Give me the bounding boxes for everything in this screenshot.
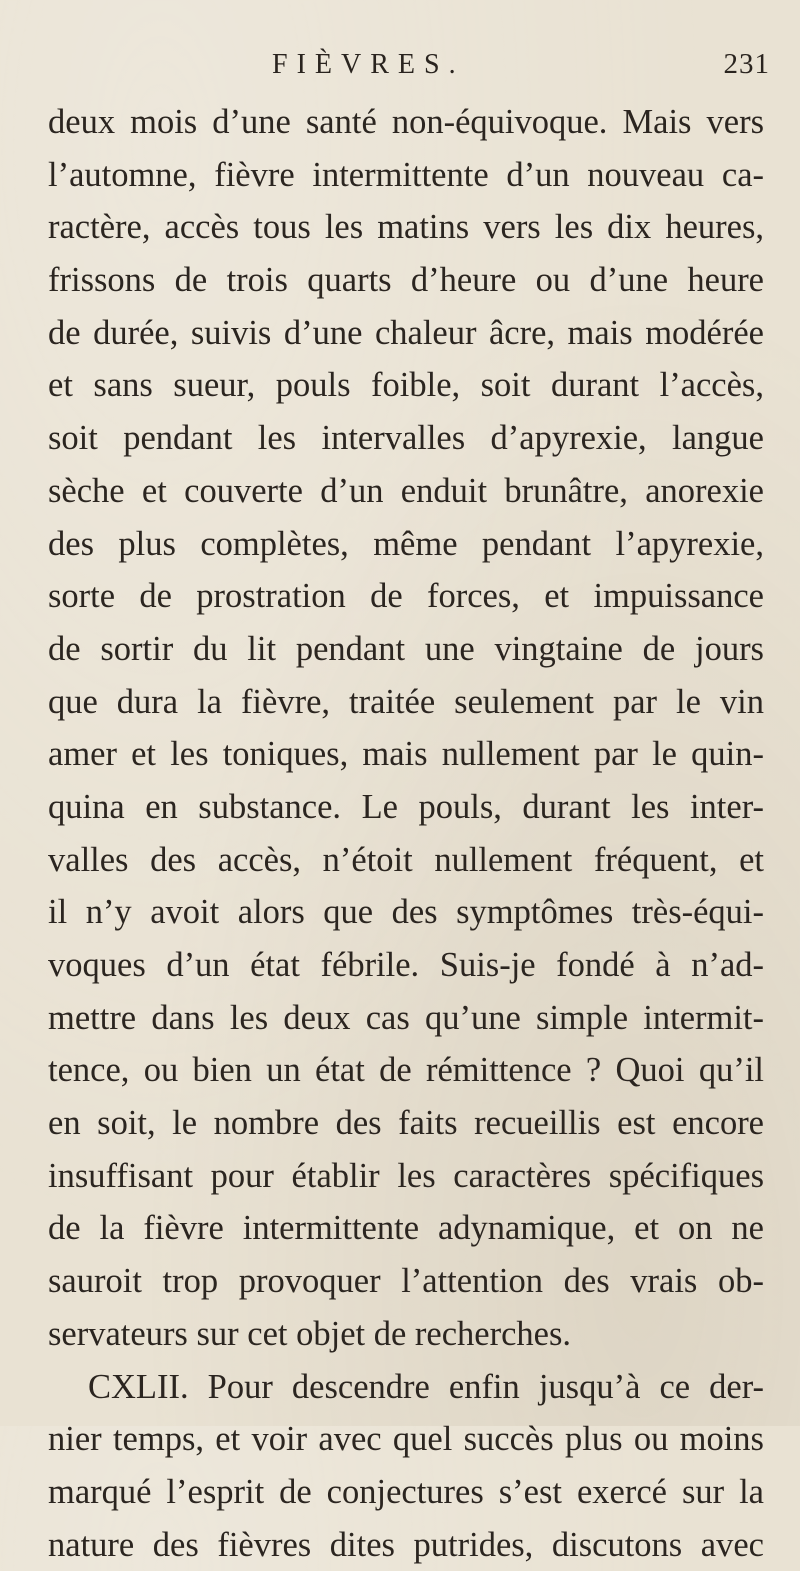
text-line: nier temps, et voir avec quel succès plus ou moins <box>48 1420 764 1459</box>
text-line: et sans sueur, pouls foible, soit durant l’accès, <box>48 366 764 405</box>
text-line-paragraph-start: CXLII. Pour descendre enfin jusqu’à ce der- <box>88 1367 764 1406</box>
text-line: frissons de trois quarts d’heure ou d’une heure <box>48 261 764 300</box>
text-line: l’automne, fièvre intermittente d’un nouveau ca- <box>48 155 764 194</box>
text-line: valles des accès, n’étoit nullement fréquent, et <box>48 840 764 879</box>
text-line: marqué l’esprit de conjectures s’est exercé sur la <box>48 1472 764 1511</box>
page-number: 231 <box>723 48 770 80</box>
text-line: tence, ou bien un état de rémittence ? Quoi qu’il <box>48 1051 764 1090</box>
text-line: amer et les toniques, mais nullement par le quin- <box>48 735 764 774</box>
running-head <box>272 48 770 88</box>
text-line: en soit, le nombre des faits recueillis est encore <box>48 1104 764 1143</box>
text-line: sauroit trop provoquer l’attention des vrais ob- <box>48 1262 764 1301</box>
text-line: nature des fièvres dites putrides, discutons avec <box>48 1525 764 1564</box>
text-line: que dura la fièvre, traitée seulement par le vin <box>48 682 764 721</box>
text-line: ractère, accès tous les matins vers les dix heures, <box>48 208 764 247</box>
text-line: servateurs sur cet objet de recherches. <box>48 1314 571 1353</box>
text-line: il n’y avoit alors que des symptômes très-équi- <box>48 893 764 932</box>
running-head-title: FIÈVRES. <box>272 49 465 80</box>
text-line: sorte de prostration de forces, et impuissance <box>48 577 764 616</box>
text-line: soit pendant les intervalles d’apyrexie, langue <box>48 419 764 458</box>
text-line: voques d’un état fébrile. Suis-je fondé à n’ad- <box>48 946 764 984</box>
text-line: mettre dans les deux cas qu’une simple intermit- <box>48 998 764 1037</box>
text-line: sèche et couverte d’un enduit brunâtre, anorexie <box>48 471 764 510</box>
text-line: quina en substance. Le pouls, durant les inter- <box>48 787 764 826</box>
text-line: de sortir du lit pendant une vingtaine de jours <box>48 629 764 668</box>
text-line: de durée, suivis d’une chaleur âcre, mais modérée <box>48 313 764 352</box>
text-line: deux mois d’une santé non-équivoque. Mais vers <box>48 103 764 141</box>
text-line: des plus complètes, même pendant l’apyrexie, <box>48 524 764 563</box>
text-line: de la fièvre intermittente adynamique, et on ne <box>48 1209 764 1248</box>
text-line: insuffisant pour établir les caractères spécifiques <box>48 1156 764 1195</box>
body-text <box>48 96 764 1571</box>
